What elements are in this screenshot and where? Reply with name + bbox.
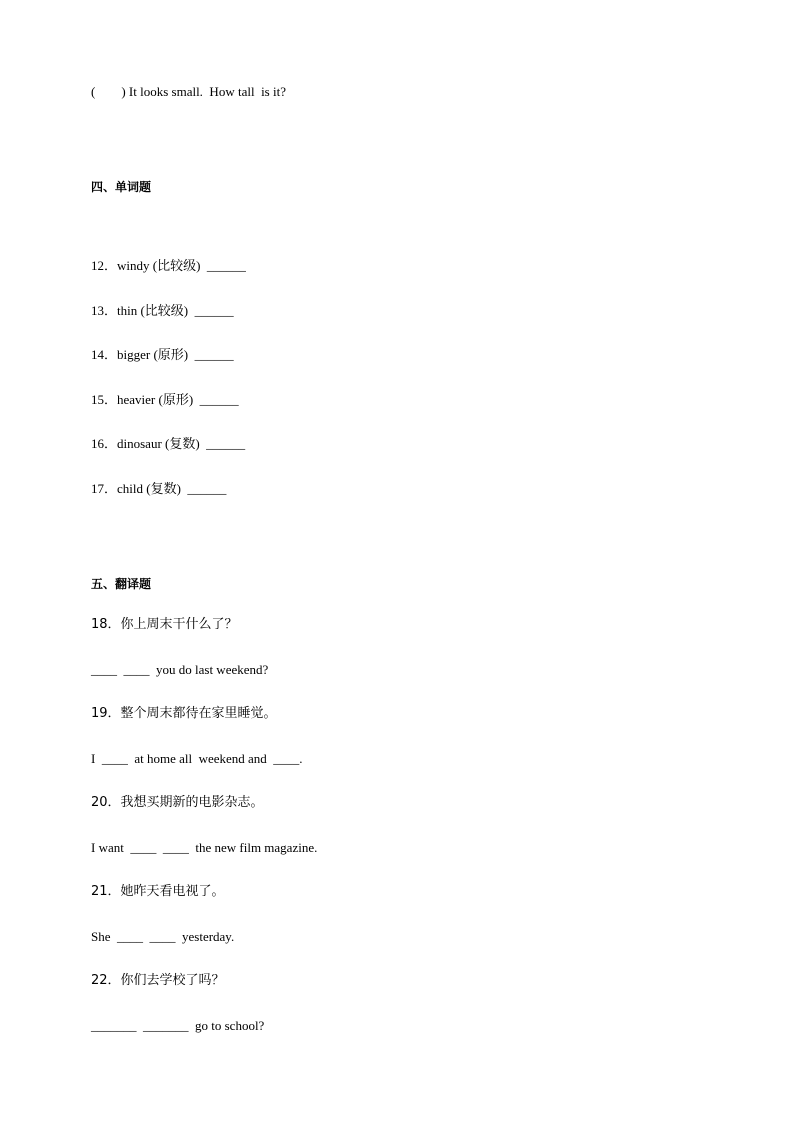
translate-answer-21: She ____ ____ yesterday. <box>91 929 235 944</box>
word-item-15: 15．heavier (原形) ______ <box>91 392 239 407</box>
translate-question-19: 19．整个周末都待在家里睡觉。 <box>91 706 277 721</box>
translate-question-22: 22．你们去学校了吗？ <box>91 973 225 988</box>
top-question: ( ) It looks small. How tall is it? <box>91 84 286 99</box>
translate-answer-20: I want ____ ____ the new film magazine. <box>91 840 318 855</box>
section-5-heading: 五、翻译题 <box>91 577 152 591</box>
section-4-heading: 四、单词题 <box>91 180 152 194</box>
translate-question-20: 20．我想买期新的电影杂志。 <box>91 795 264 810</box>
word-item-16: 16．dinosaur (复数) ______ <box>91 436 246 451</box>
word-item-13: 13．thin (比较级) ______ <box>91 303 234 318</box>
translate-question-21: 21．她昨天看电视了。 <box>91 884 225 899</box>
word-item-14: 14．bigger (原形) ______ <box>91 347 234 362</box>
translate-answer-22: _______ _______ go to school? <box>91 1018 265 1033</box>
translate-answer-18: ____ ____ you do last weekend? <box>91 662 269 677</box>
translate-answer-19: I ____ at home all weekend and ____. <box>91 751 303 766</box>
word-item-12: 12．windy (比较级) ______ <box>91 258 246 273</box>
translate-question-18: 18．你上周末干什么了？ <box>91 617 238 632</box>
word-item-17: 17．child (复数) ______ <box>91 481 227 496</box>
